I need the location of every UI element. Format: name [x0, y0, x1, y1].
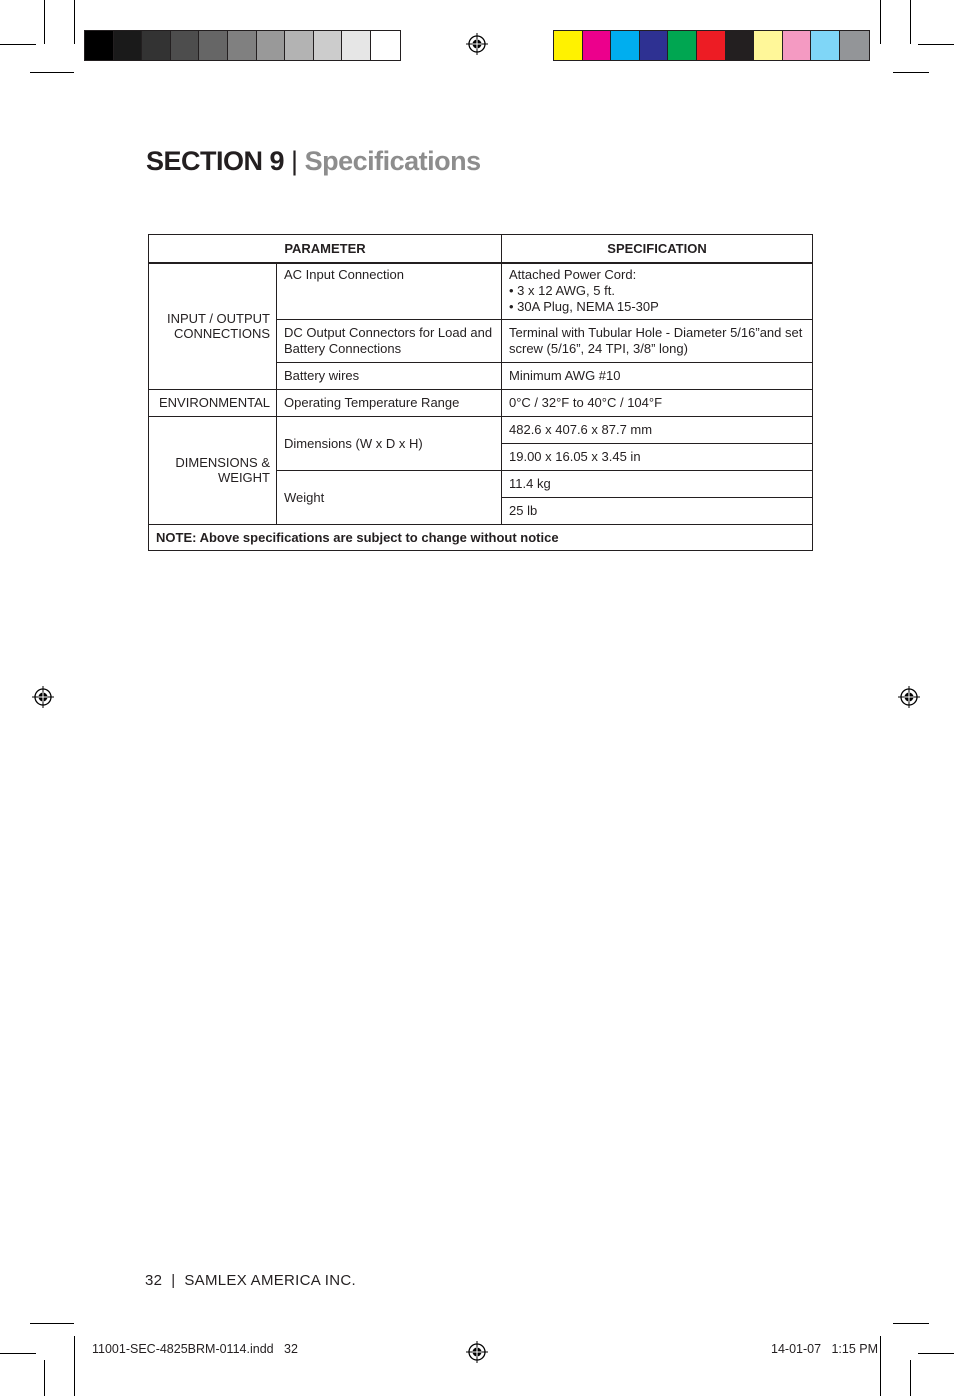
slug-date-info: 14-01-07 1:15 PM	[771, 1342, 879, 1356]
color-swatch	[85, 31, 114, 60]
spec-temperature: 0°C / 32°F to 40°C / 104°F	[502, 389, 813, 416]
color-swatch	[726, 31, 755, 60]
spec-line: • 30A Plug, NEMA 15-30P	[509, 299, 659, 314]
table-row	[149, 416, 813, 443]
registration-mark-icon	[32, 686, 54, 708]
color-swatch	[783, 31, 812, 60]
param-dimensions: Dimensions (W x D x H)	[277, 416, 502, 470]
table-note: NOTE: Above specifications are subject to change without notice	[149, 524, 813, 550]
slug-file-info: 11001-SEC-4825BRM-0114.indd 32	[92, 1342, 298, 1356]
param-dc-output: DC Output Connectors for Load and Battery Connections	[277, 319, 502, 362]
color-swatch	[668, 31, 697, 60]
crop-mark	[74, 0, 75, 44]
color-swatch	[199, 31, 228, 60]
color-swatch	[314, 31, 343, 60]
table-row	[149, 389, 813, 416]
color-swatch	[583, 31, 612, 60]
color-swatch	[697, 31, 726, 60]
color-swatch	[554, 31, 583, 60]
table-row	[149, 524, 813, 550]
grayscale-color-bar	[84, 30, 401, 61]
registration-mark-icon	[466, 1341, 488, 1363]
table-header-row	[149, 235, 813, 264]
color-swatch	[142, 31, 171, 60]
spec-weight-imperial: 25 lb	[502, 497, 813, 524]
crop-mark	[74, 1336, 75, 1396]
section-name: Specifications	[304, 146, 481, 176]
param-weight: Weight	[277, 470, 502, 524]
spec-line: Attached Power Cord:	[509, 267, 637, 282]
header-parameter: PARAMETER	[149, 235, 502, 264]
color-swatch	[114, 31, 143, 60]
spec-weight-metric: 11.4 kg	[502, 470, 813, 497]
page-footer: 32 | SAMLEX AMERICA INC.	[145, 1272, 356, 1289]
crop-mark	[910, 0, 911, 44]
crop-mark	[880, 1336, 881, 1396]
color-swatch	[257, 31, 286, 60]
section-title	[146, 146, 481, 177]
crop-mark	[44, 1360, 45, 1396]
spec-dc-output: Terminal with Tubular Hole - Diameter 5/16”and set screw (5/16”, 24 TPI, 3/8” long)	[502, 319, 813, 362]
header-specification: SPECIFICATION	[502, 235, 813, 264]
specifications-table	[148, 234, 813, 551]
spec-line: • 3 x 12 AWG, 5 ft.	[509, 283, 615, 298]
table-row	[149, 263, 813, 319]
crop-mark	[893, 72, 929, 73]
section-number: SECTION 9	[146, 146, 285, 176]
spec-battery-wires: Minimum AWG #10	[502, 362, 813, 389]
crop-mark	[918, 44, 954, 45]
color-swatch	[611, 31, 640, 60]
param-temperature: Operating Temperature Range	[277, 389, 502, 416]
param-ac-input: AC Input Connection	[277, 263, 502, 319]
spec-dimensions-metric: 482.6 x 407.6 x 87.7 mm	[502, 416, 813, 443]
group-environmental: ENVIRONMENTAL	[149, 389, 277, 416]
crop-mark	[30, 1323, 74, 1324]
registration-mark-icon	[898, 686, 920, 708]
param-battery-wires: Battery wires	[277, 362, 502, 389]
color-swatch	[840, 31, 869, 60]
crop-mark	[0, 1353, 36, 1354]
color-swatch	[171, 31, 200, 60]
registration-mark-icon	[466, 33, 488, 55]
color-swatch	[342, 31, 371, 60]
color-swatch	[371, 31, 400, 60]
group-input-output: INPUT / OUTPUT CONNECTIONS	[149, 263, 277, 389]
crop-mark	[0, 44, 36, 45]
color-swatch	[228, 31, 257, 60]
crop-mark	[880, 0, 881, 44]
crop-mark	[918, 1353, 954, 1354]
crop-mark	[44, 0, 45, 44]
spec-ac-input	[502, 263, 813, 319]
crop-mark	[893, 1323, 929, 1324]
color-swatch	[811, 31, 840, 60]
color-swatch	[285, 31, 314, 60]
color-swatch	[640, 31, 669, 60]
group-dimensions-weight: DIMENSIONS & WEIGHT	[149, 416, 277, 524]
process-color-bar	[553, 30, 870, 61]
crop-mark	[30, 72, 74, 73]
spec-dimensions-imperial: 19.00 x 16.05 x 3.45 in	[502, 443, 813, 470]
color-swatch	[754, 31, 783, 60]
crop-mark	[910, 1360, 911, 1396]
title-separator: |	[291, 146, 298, 176]
